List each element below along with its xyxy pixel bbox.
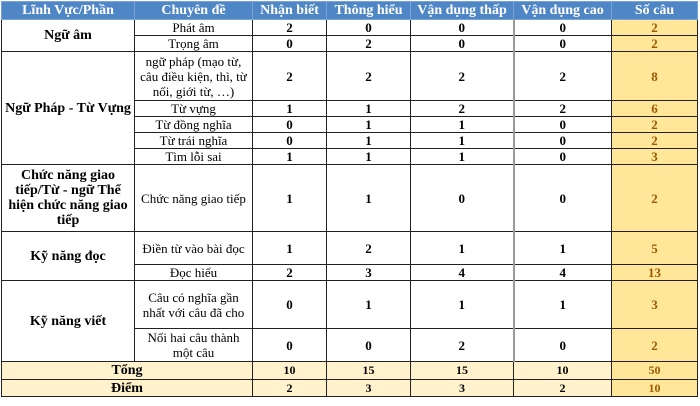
vdc-cell: 0 [514,36,612,52]
topic-cell: Trọng âm [135,36,253,52]
total-cell: 2 [612,329,698,362]
total-cell: 3 [612,281,698,329]
area-cell: Kỹ năng viết [2,281,135,362]
scores-row [2,380,698,397]
th-cell: 0 [327,20,411,36]
table-row [2,52,698,101]
area-cell: Kỹ năng đọc [2,232,135,281]
header-low-application: Vận dụng thấp [411,2,514,20]
vdt-cell: 1 [411,281,514,329]
header-question-count: Số câu [612,2,698,20]
th-cell: 1 [327,149,411,165]
topic-cell: Điền từ vào bài đọc [135,232,253,265]
vdt-cell: 0 [411,20,514,36]
th-cell: 1 [327,281,411,329]
vdt-cell: 0 [411,36,514,52]
header-comprehension: Thông hiểu [327,2,411,20]
th-cell: 1 [327,133,411,149]
vdt-cell: 2 [411,101,514,117]
topic-cell: Đọc hiểu [135,265,253,281]
vdc-cell: 0 [514,165,612,232]
scores-vdc: 2 [514,380,612,397]
totals-vdc: 10 [514,362,612,380]
scores-vdt: 3 [411,380,514,397]
table-row [2,165,698,232]
total-cell: 2 [612,165,698,232]
table-row [2,20,698,36]
header-topic: Chuyên đề [135,2,253,20]
nb-cell: 2 [253,52,327,101]
nb-cell: 1 [253,232,327,265]
nb-cell: 0 [253,36,327,52]
nb-cell: 0 [253,281,327,329]
scores-nb: 2 [253,380,327,397]
vdt-cell: 1 [411,149,514,165]
th-cell: 3 [327,265,411,281]
totals-row [2,362,698,380]
header-area: Lĩnh Vực/Phần [2,2,135,20]
topic-cell: Từ trái nghĩa [135,133,253,149]
topic-cell: Từ vựng [135,101,253,117]
total-cell: 3 [612,149,698,165]
vdc-cell: 0 [514,20,612,36]
th-cell: 1 [327,117,411,133]
scores-th: 3 [327,380,411,397]
th-cell: 0 [327,329,411,362]
area-cell: Chức năng giao tiếp/Từ - ngữ Thể hiện chức năng giao tiếp [2,165,135,232]
header-recognition: Nhận biết [253,2,327,20]
vdc-cell: 0 [514,149,612,165]
topic-cell: Câu có nghĩa gần nhất với câu đã cho [135,281,253,329]
total-cell: 5 [612,232,698,265]
nb-cell: 1 [253,165,327,232]
total-cell: 2 [612,36,698,52]
totals-label: Tổng [2,362,253,380]
nb-cell: 0 [253,117,327,133]
nb-cell: 1 [253,149,327,165]
vdc-cell: 0 [514,329,612,362]
header-row [2,2,698,20]
scores-total: 10 [612,380,698,397]
vdt-cell: 1 [411,232,514,265]
nb-cell: 0 [253,329,327,362]
th-cell: 2 [327,232,411,265]
nb-cell: 1 [253,101,327,117]
total-cell: 6 [612,101,698,117]
area-cell: Ngữ âm [2,20,135,52]
vdt-cell: 0 [411,165,514,232]
th-cell: 1 [327,101,411,117]
vdc-cell: 2 [514,52,612,101]
scores-label: Điểm [2,380,253,397]
vdt-cell: 2 [411,52,514,101]
header-high-application: Vận dụng cao [514,2,612,20]
topic-cell: Chức năng giao tiếp [135,165,253,232]
total-cell: 8 [612,52,698,101]
th-cell: 1 [327,165,411,232]
nb-cell: 2 [253,20,327,36]
vdc-cell: 1 [514,281,612,329]
topic-cell: Nối hai câu thành một câu [135,329,253,362]
topic-cell: Từ đồng nghĩa [135,117,253,133]
total-cell: 2 [612,117,698,133]
totals-total: 50 [612,362,698,380]
vdc-cell: 2 [514,101,612,117]
totals-vdt: 15 [411,362,514,380]
totals-nb: 10 [253,362,327,380]
vdc-cell: 1 [514,232,612,265]
topic-cell: Tìm lỗi sai [135,149,253,165]
total-cell: 2 [612,133,698,149]
th-cell: 2 [327,36,411,52]
th-cell: 2 [327,52,411,101]
vdt-cell: 2 [411,329,514,362]
area-cell: Ngữ Pháp - Từ Vựng [2,52,135,165]
total-cell: 2 [612,20,698,36]
total-cell: 13 [612,265,698,281]
topic-cell: Phát âm [135,20,253,36]
vdc-cell: 0 [514,133,612,149]
exam-matrix-table [1,1,698,397]
vdc-cell: 4 [514,265,612,281]
nb-cell: 2 [253,265,327,281]
vdt-cell: 1 [411,117,514,133]
topic-cell: ngữ pháp (mạo từ, câu điều kiện, thì, từ nối, giới từ, …) [135,52,253,101]
table-row [2,281,698,329]
totals-th: 15 [327,362,411,380]
vdc-cell: 0 [514,117,612,133]
nb-cell: 0 [253,133,327,149]
vdt-cell: 4 [411,265,514,281]
vdt-cell: 1 [411,133,514,149]
table-row [2,232,698,265]
